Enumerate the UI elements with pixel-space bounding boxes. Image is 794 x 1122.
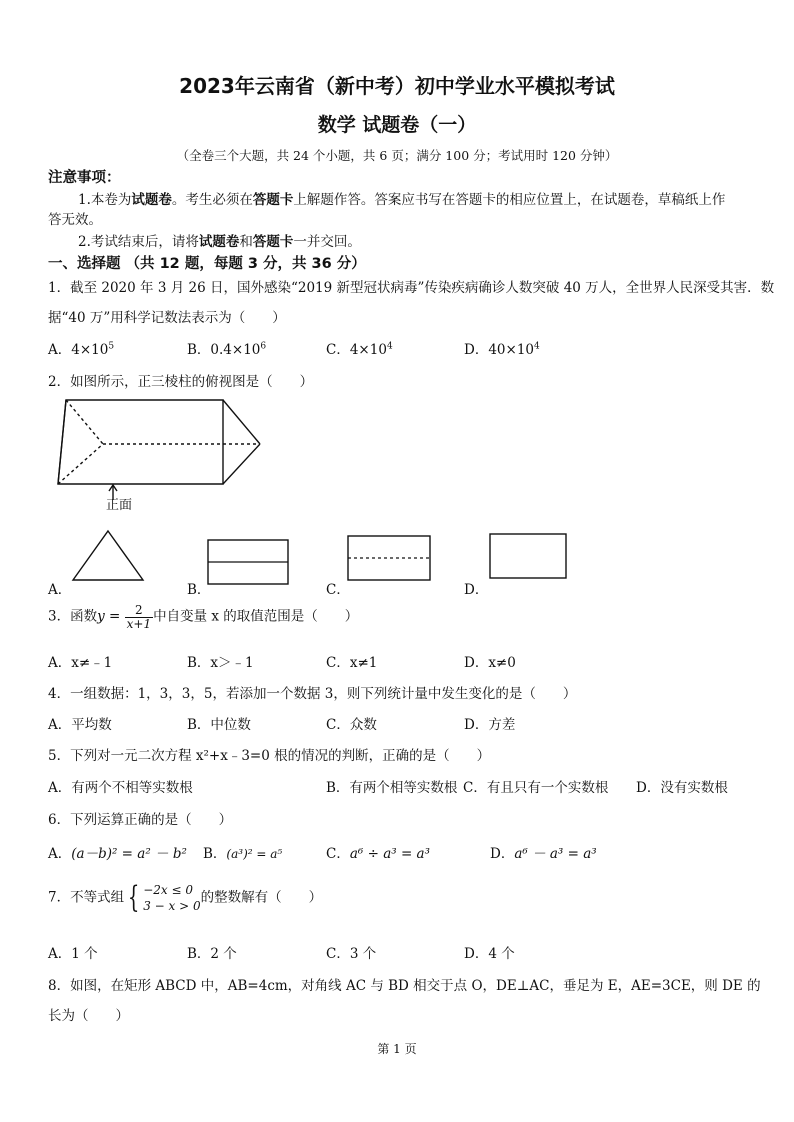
prism-figure [48,394,268,514]
q8-stem-line2: 长为（ ） [48,1008,129,1024]
q2-option-b-rect [206,538,290,588]
q5-option-d: D．没有实数根 [636,780,728,796]
q5-option-a: A．有两个不相等实数根 [48,780,193,796]
q1-stem-line2: 据“40 万”用科学记数法表示为（ ） [48,310,286,326]
q7-option-c: C．3 个 [326,946,377,962]
q1-option-d: D．$40\times 10^4$ [464,341,540,358]
notice-item-1-cont: 答无效。 [48,212,102,228]
q1-stem-line1: 1．截至 2020 年 3 月 26 日，国外感染“2019 新型冠状病毒”传染疾病确诊人数突破 40 万人，全世界人民深受其害．数 [48,280,775,296]
q2-stem: 2．如图所示，正三棱柱的俯视图是（ ） [48,374,314,390]
q7-option-b: B．2 个 [187,946,237,962]
notice-heading: 注意事项： [48,170,121,186]
q4-stem: 4．一组数据：1，3，3，5，若添加一个数据 3，则下列统计量中发生变化的是（ ） [48,686,577,702]
q2-option-c-rect [346,534,432,582]
q3-option-d: D．x≠0 [464,655,516,671]
q3-option-a: A．x≠﹣1 [48,655,113,671]
q1-option-b: B．$0.4\times 10^6$ [187,341,267,358]
q6-option-c: C．a⁶ ÷ a³ = a³ [326,846,431,862]
section-choice-heading: 一、选择题 （共 12 题，每题 3 分，共 36 分） [48,256,366,272]
q4-option-b: B．中位数 [187,717,251,733]
q2-option-a-triangle [70,528,146,584]
q5-stem: 5．下列对一元二次方程 x²+x﹣3=0 根的情况的判断，正确的是（ ） [48,748,491,764]
q6-stem: 6．下列运算正确的是（ ） [48,812,233,828]
q2-option-a-label: A． [48,582,72,598]
q3-stem: 3．函数y = $\frac{2}{x+1}$ 中自变量 x 的取值范围是（ ） [48,603,359,631]
notice-item-2: 2.考试结束后，请将试题卷和答题卡一并交回。 [78,234,361,250]
q2-option-c-label: C． [326,582,350,598]
q2-option-d-rect [488,532,568,582]
q6-option-d: D．a⁶ － a³ = a³ [490,846,597,862]
front-label: 正面 [106,498,133,513]
q6-option-b: B．(a³)² = a⁵ [203,846,283,862]
notice-item-1: 1.本卷为试题卷。考生必须在答题卡上解题作答。答案应书写在答题卡的相应位置上，在试题卷，草稿纸上作 [78,192,726,208]
q1-option-a: A．$4\times 10^5$ [48,341,115,358]
page-subtitle: 数学 试题卷（一） [317,114,477,136]
q3-option-c: C．x≠1 [326,655,378,671]
q8-stem-line1: 8．如图，在矩形 ABCD 中，AB=4cm，对角线 AC 与 BD 相交于点 O，DE⊥AC，垂足为 E，AE=3CE，则 DE 的 [48,978,761,994]
q2-option-d-label: D． [464,582,489,598]
q7-stem: 7．不等式组 { −2x ≤ 0 3 − x > 0 的整数解有（ ） [48,880,323,916]
q5-option-c: C．有且只有一个实数根 [463,780,609,796]
q6-option-a: A．(a－b)² = a² － b² [48,846,187,862]
q5-option-b: B．有两个相等实数根 [326,780,458,796]
q3-option-b: B．x＞﹣1 [187,655,254,671]
q4-option-c: C．众数 [326,717,377,733]
q4-option-a: A．平均数 [48,717,112,733]
q7-option-d: D．4 个 [464,946,515,962]
page-number: 第 1 页 [377,1042,417,1056]
exam-info: （全卷三个大题，共 24 个小题，共 6 页；满分 100 分；考试用时 120 分钟） [176,148,618,163]
q2-option-b-label: B． [187,582,211,598]
q7-option-a: A．1 个 [48,946,98,962]
q1-option-c: C．$4\times 10^4$ [326,341,393,358]
q4-option-d: D．方差 [464,717,516,733]
page-title: 2023年云南省（新中考）初中学业水平模拟考试 [179,74,615,98]
